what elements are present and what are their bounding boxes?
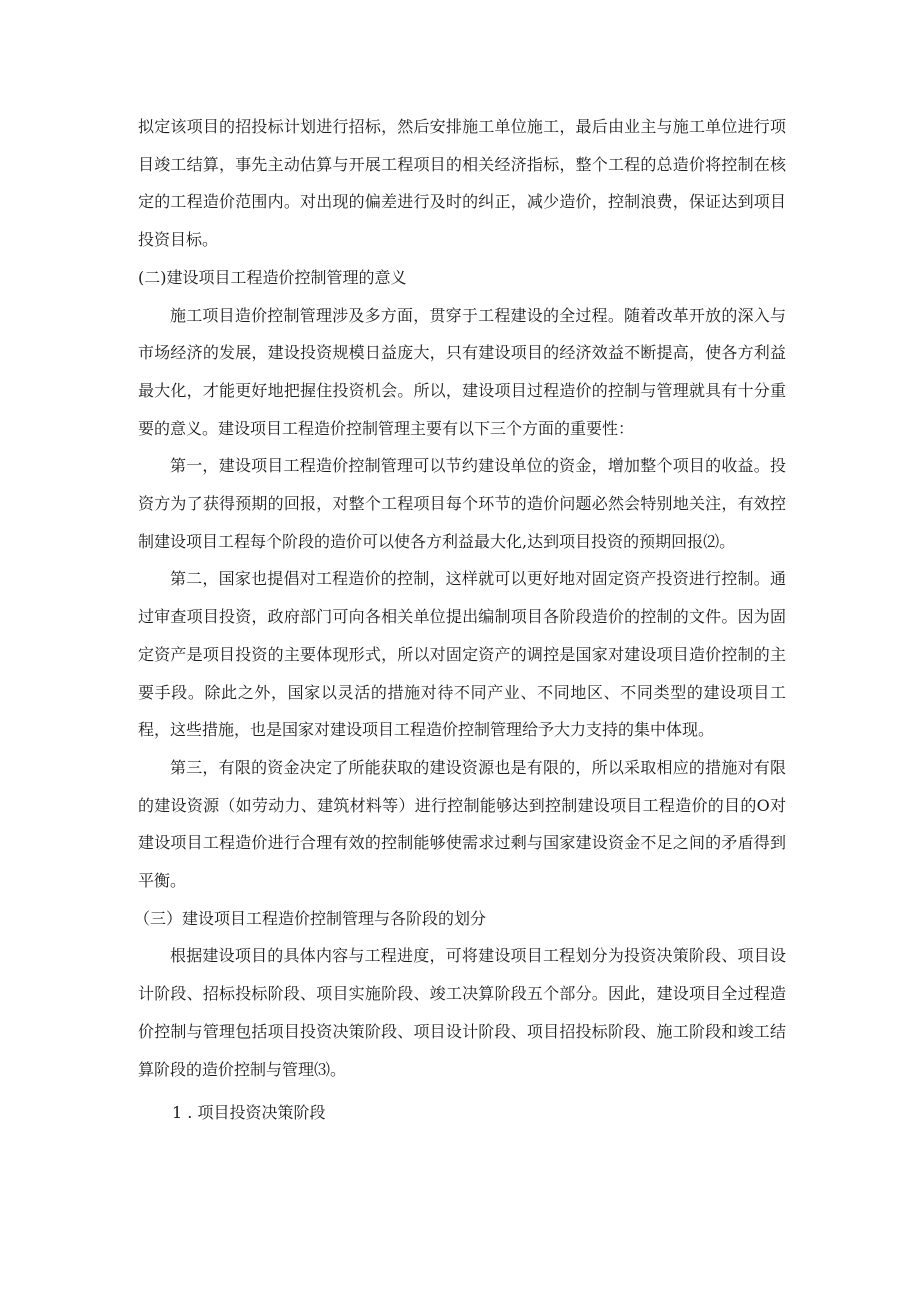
document-page: [134, 108, 786, 1132]
section-heading-3: （三）建设项目工程造价控制管理与各阶段的划分: [134, 908, 487, 928]
paragraph-intro: 拟定该项目的招投标计划进行招标，然后安排施工单位施工，最后由业主与施工单位进行项目竣工结算，事先主动估算与开展工程项目的相关经济指标，整个工程的总造价将控制在核定的工程造价范围内。对出现的偏差进行及时的纠正，减少造价，控制浪费，保证达到项目投资目标。: [138, 117, 786, 250]
subheading-1: 1 . 项目投资决策阶段: [172, 1103, 326, 1123]
paragraph-first: 第一，建设项目工程造价控制管理可以节约建设单位的资金，增加整个项目的收益。投资方为了获得预期的回报，对整个工程项目每个环节的造价问题必然会特别地关注，有效控制建设项目工程每个阶段的造价可以使各方利益最大化,达到项目投资的预期回报⑵。: [138, 456, 786, 551]
paragraph-significance: 施工项目造价控制管理涉及多方面，贯穿于工程建设的全过程。随着改革开放的深入与市场经济的发展，建设投资规模日益庞大，只有建设项目的经济效益不断提高，使各方利益最大化，才能更好地把握住投资机会。所以，建设项目过程造价的控制与管理就具有十分重要的意义。建设项目工程造价控制管理主要有以下三个方面的重要性：: [138, 305, 786, 438]
paragraph-second: 第二，国家也提倡对工程造价的控制，这样就可以更好地对固定资产投资进行控制。通过审查项目投资，政府部门可向各相关单位提出编制项目各阶段造价的控制的文件。因为固定资产是项目投资的主要体现形式，所以对固定资产的调控是国家对建设项目造价控制的主要手段。除此之外，国家以灵活的措施对待不同产业、不同地区、不同类型的建设项目工程，这些措施，也是国家对建设项目工程造价控制管理给予大力支持的集中体现。: [138, 569, 786, 740]
section-heading-2: (二)建设项目工程造价控制管理的意义: [138, 267, 407, 287]
paragraph-stages: 根据建设项目的具体内容与工程进度，可将建设项目工程划分为投资决策阶段、项目设计阶段、招标投标阶段、项目实施阶段、竣工决算阶段五个部分。因此，建设项目全过程造价控制与管理包括项目投资决策阶段、项目设计阶段、项目招投标阶段、施工阶段和竣工结算阶段的造价控制与管理⑶。: [138, 946, 786, 1079]
paragraph-third: 第三，有限的资金决定了所能获取的建设资源也是有限的，所以采取相应的措施对有限的建设资源（如劳动力、建筑材料等）进行控制能够达到控制建设项目工程造价的目的O对建设项目工程造价进行合理有效的控制能够使需求过剩与国家建设资金不足之间的矛盾得到平衡。: [138, 757, 786, 891]
